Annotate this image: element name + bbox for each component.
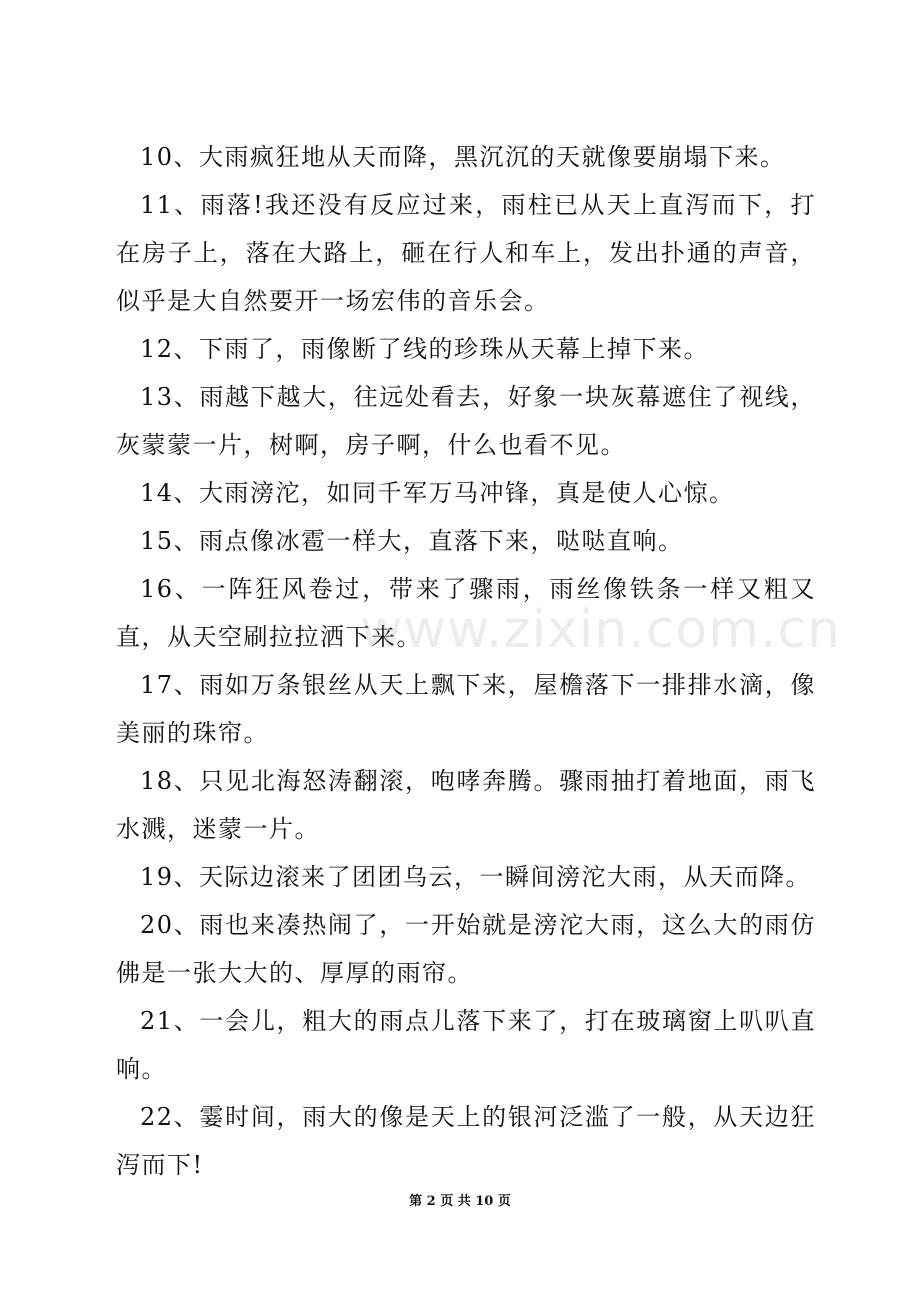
paragraph-18: 18、只见北海怒涛翻滚，咆哮奔腾。骤雨抽打着地面，雨飞水溅，迷蒙一片。: [116, 767, 816, 843]
watermark: www.zixin.com.cn: [360, 600, 841, 660]
paragraph-12: 12、下雨了，雨像断了线的珍珠从天幕上掉下来。: [140, 335, 710, 363]
paragraph-19: 19、天际边滚来了团团乌云，一瞬间滂沱大雨，从天而降。: [140, 863, 812, 891]
paragraph-11: 11、雨落!我还没有反应过来，雨柱已从天上直泻而下，打在房子上，落在大路上，砸在行人和车上，发出扑通的声音，似乎是大自然要开一场宏伟的音乐会。: [116, 191, 816, 315]
page-footer: 第 2 页 共 10 页: [409, 1194, 511, 1209]
paragraph-10: 10、大雨疯狂地从天而降，黑沉沉的天就像要崩塌下来。: [140, 143, 786, 171]
document-body: [116, 133, 816, 1189]
paragraph-20: 20、雨也来凑热闹了，一开始就是滂沱大雨，这么大的雨仿佛是一张大大的、厚厚的雨帘。: [116, 911, 816, 987]
paragraph-17: 17、雨如万条银丝从天上飘下来，屋檐落下一排排水滴，像美丽的珠帘。: [116, 671, 816, 747]
paragraph-22: 22、霎时间，雨大的像是天上的银河泛滥了一般，从天边狂泻而下!: [116, 1103, 816, 1179]
paragraph-13: 13、雨越下越大，往远处看去，好象一块灰幕遮住了视线，灰蒙蒙一片，树啊，房子啊，什么也看不见。: [116, 383, 816, 459]
paragraph-21: 21、一会儿，粗大的雨点儿落下来了，打在玻璃窗上叭叭直响。: [116, 1007, 816, 1083]
paragraph-15: 15、雨点像冰雹一样大，直落下来，哒哒直响。: [140, 527, 684, 555]
paragraph-16: 16、一阵狂风卷过，带来了骤雨，雨丝像铁条一样又粗又直，从天空刷拉拉洒下来。: [116, 575, 816, 651]
paragraph-14: 14、大雨滂沱，如同千军万马冲锋，真是使人心惊。: [140, 479, 735, 507]
